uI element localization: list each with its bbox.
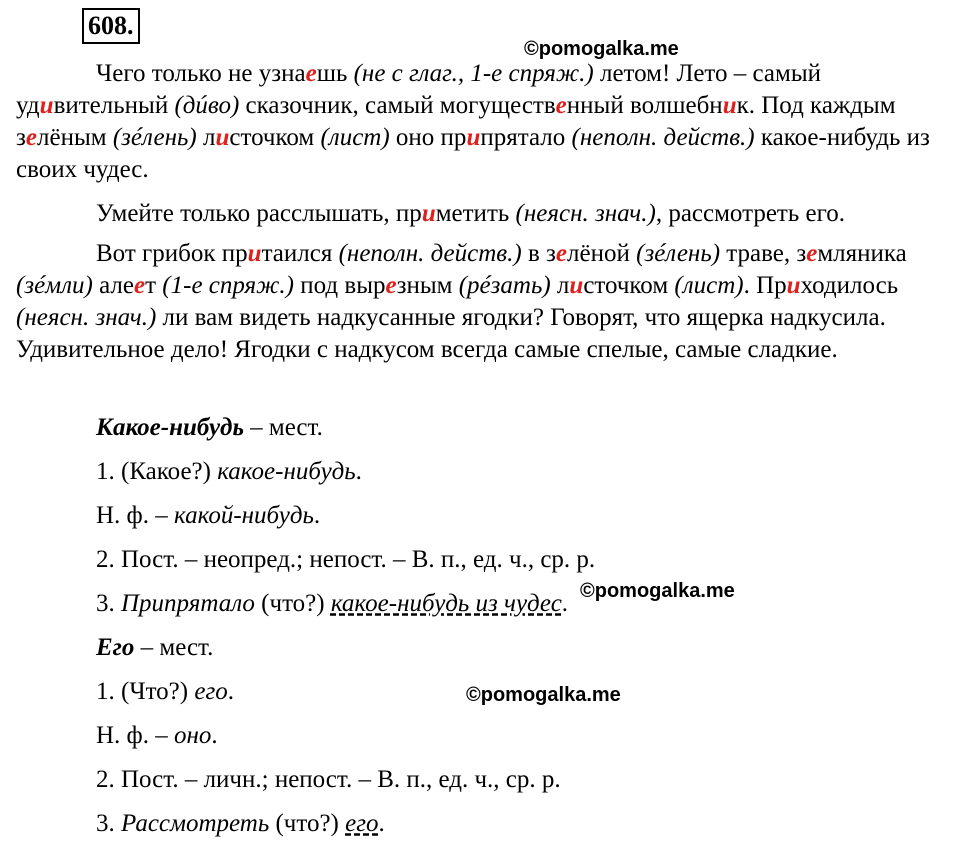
analysis-2-line-3: 2. Пост. – личн.; непост. – В. п., ед. ч., ср. р. (96, 766, 561, 793)
analysis-2-line-4: 3. Рассмотреть (что?) его. (96, 810, 385, 837)
analysis-1-line-1: 1. (Какое?) какое-нибудь. (96, 458, 362, 485)
exercise-number: 608. (82, 8, 140, 44)
analysis-1-heading: Какое-нибудь – мест. (96, 414, 323, 441)
watermark: ©pomogalka.me (580, 580, 735, 602)
analysis-1-line-4: 3. Припрятало (что?) какое-нибудь из чудес. (96, 590, 569, 617)
paragraph-2: Умейте только расслышать, приметить (неясн. знач.), рассмотреть его. (96, 200, 845, 227)
paragraph-1: Чего только не узнаешь (не с глаг., 1-е спряж.) летом! Лето – самый удивительный (дúво) сказочник, самый могущественный волшебник. Под каждым зелёным (зéлень) листочком (лист) оно припрятало (неполн. действ.) какое-нибудь из своих чудес. (16, 60, 930, 183)
analysis-2-heading: Его – мест. (96, 634, 214, 661)
watermark: ©pomogalka.me (524, 38, 679, 60)
watermark: ©pomogalka.me (466, 684, 621, 706)
paragraph-3: Вот грибок притаился (неполн. действ.) в зелёной (зéлень) траве, земляника (зéмли) алеет (1-е спряж.) под вырезным (рéзать) листочком (лист). Приходилось (неясн. знач.) ли вам видеть надкусанные ягодки? Говорят, что ящерка надкусила. Удивительное дело! Ягодки с надкусом всегда самые спелые, самые сладкие. (16, 240, 907, 363)
analysis-1-line-3: 2. Пост. – неопред.; непост. – В. п., ед. ч., ср. р. (96, 546, 596, 573)
analysis-2-line-2: Н. ф. – оно. (96, 722, 218, 749)
analysis-2-line-1: 1. (Что?) его. (96, 678, 234, 705)
analysis-1-line-2: Н. ф. – какой-нибудь. (96, 502, 321, 529)
